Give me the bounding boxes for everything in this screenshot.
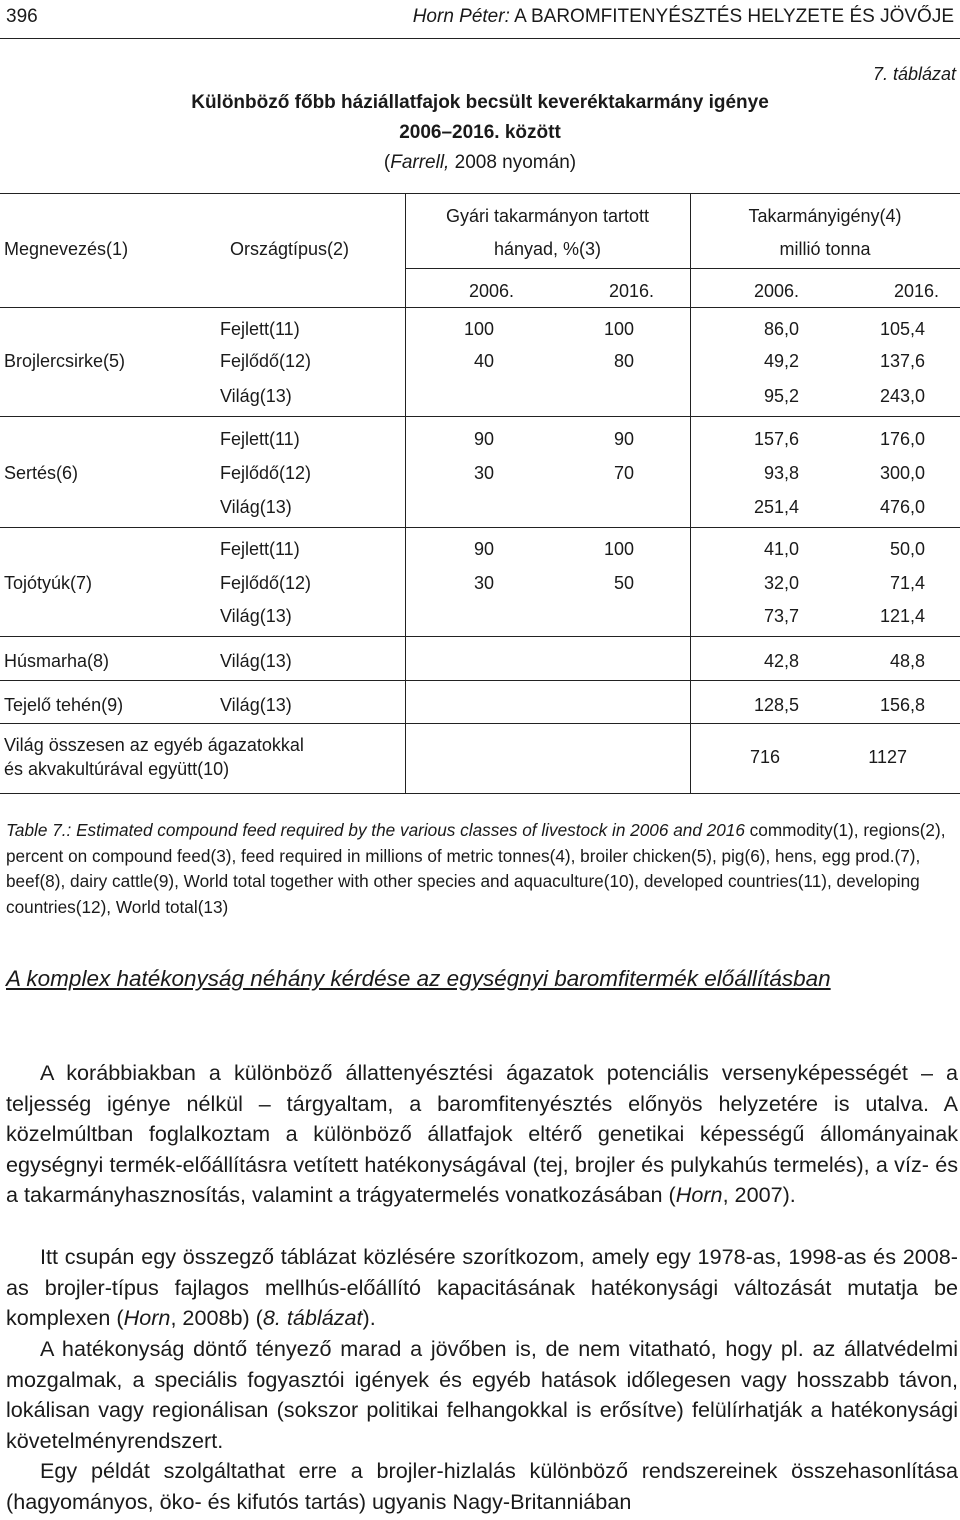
percent-cell: 30 — [473, 463, 494, 483]
paragraph-text: Itt csupán egy összegző táblázat közlésére szorítkozom, amely egy 1978-as, 1998-as és 2008-as brojler-típus fajlagos mellhús-előállító kapacitásának hatékonysági változását mutatja be komplexen ( — [6, 1244, 958, 1331]
paragraph: Egy példát szolgáltathat erre a brojler-hizlalás különböző rendszereinek összehasonlítása (hagyományos, öko- és kifutós tartás) ugyanis Nagy-Britanniában — [6, 1458, 958, 1514]
table-row-rule — [0, 723, 960, 724]
total-row-label-line1: Világ összesen az egyéb ágazatokkal — [4, 735, 304, 755]
feed-cell: 41,0 — [763, 539, 799, 559]
region-cell: Világ(13) — [220, 695, 292, 715]
group-name: Tejelő tehén(9) — [4, 695, 124, 715]
group-name: Brojlercsirke(5) — [4, 351, 126, 371]
percent-cell: 100 — [463, 319, 494, 339]
percent-cell: 100 — [603, 319, 634, 339]
paragraph-citation: Horn — [675, 1182, 723, 1208]
total-row-label-line2: és akvakultúrával együtt(10) — [4, 759, 230, 779]
group-name: Húsmarha(8) — [4, 651, 110, 671]
percent-cell: 90 — [473, 429, 494, 449]
percent-cell: 40 — [473, 351, 494, 371]
year-header: 2016. — [608, 281, 654, 301]
percent-cell: 100 — [603, 539, 634, 559]
feed-cell: 86,0 — [763, 319, 799, 339]
percent-cell: 90 — [613, 429, 634, 449]
feed-cell: 121,4 — [879, 606, 925, 626]
region-cell: Fejlett(11) — [220, 319, 300, 339]
paragraph-text: , 2007). — [722, 1182, 796, 1208]
column-header-percent-line1: Gyári takarmányon tartott — [445, 206, 650, 226]
region-cell: Fejlett(11) — [220, 539, 300, 559]
region-cell: Fejlett(11) — [220, 429, 300, 449]
feed-cell: 48,8 — [889, 651, 925, 671]
table-caption-source — [0, 152, 960, 174]
feed-cell: 176,0 — [879, 429, 925, 449]
table-group-rule — [0, 636, 960, 637]
paragraph: A hatékonyság döntő tényező marad a jövőben is, de nem vitatható, hogy pl. az állatvédelmi mozgalmak, a speciális fogyasztói igények és egyéb hatások időlegesen vagy hosszabb távon, lokálisan vagy regionálisan (sokszor politikai felhangokkal is erősítve) felülírhatják a hatékonysági követelményrendszert. — [6, 1336, 958, 1453]
percent-cell: 50 — [613, 573, 634, 593]
feed-cell: 156,8 — [879, 695, 925, 715]
caption-source-rest: 2008 nyomán) — [449, 152, 577, 173]
table-bottom-rule — [0, 793, 960, 794]
running-title-text: A BAROMFITENYÉSZTÉS HELYZETE ÉS JÖVŐJE — [509, 6, 954, 27]
feed-cell: 128,5 — [753, 695, 799, 715]
feed-cell: 243,0 — [879, 386, 925, 406]
table-year-rule — [405, 268, 960, 269]
column-header-percent-line2: hányad, %(3) — [493, 239, 602, 259]
group-name: Tojótyúk(7) — [4, 573, 93, 593]
column-header-feed-line2: millió tonna — [779, 239, 871, 259]
percent-cell: 70 — [613, 463, 634, 483]
region-cell: Fejlődő(12) — [220, 463, 312, 483]
percent-cell: 80 — [613, 351, 634, 371]
feed-cell: 157,6 — [753, 429, 799, 449]
table-column-divider — [690, 193, 691, 793]
running-title-author: Horn Péter: — [412, 6, 510, 27]
feed-cell: 32,0 — [763, 573, 799, 593]
percent-cell: 90 — [473, 539, 494, 559]
feed-cell: 137,6 — [879, 351, 925, 371]
english-caption-legend: commodity(1), regions(2), percent on compound feed(3), feed required in millions of metric tonnes(4), broiler chicken(5), pig(6), hens, egg prod.(7), beef(8), dairy cattle(9), World total together with other species and aquaculture(10), developed countries(11), developing countries(12), World total(13) — [6, 820, 946, 917]
table-group-rule — [0, 527, 960, 528]
region-cell: Világ(13) — [220, 651, 292, 671]
region-cell: Világ(13) — [220, 606, 292, 626]
caption-source-author: Farrell, — [390, 152, 450, 173]
column-header-feed-line1: Takarmányigény(4) — [748, 206, 902, 226]
year-header: 2006. — [468, 281, 514, 301]
english-caption-label: Table 7. — [6, 820, 67, 840]
feed-cell: 251,4 — [753, 497, 799, 517]
feed-cell: 49,2 — [763, 351, 799, 371]
running-header — [0, 0, 960, 39]
region-cell: Világ(13) — [220, 386, 292, 406]
paragraph-text: , 2008b) ( — [170, 1305, 263, 1331]
table-caption-line2: 2006–2016. között — [399, 122, 561, 143]
table-row-rule — [0, 680, 960, 681]
region-cell: Fejlődő(12) — [220, 573, 312, 593]
feed-cell: 300,0 — [879, 463, 925, 483]
group-name: Sertés(6) — [4, 463, 79, 483]
feed-cell: 105,4 — [879, 319, 925, 339]
table-top-rule — [0, 193, 960, 194]
paragraph — [6, 1058, 958, 1211]
year-header: 2016. — [893, 281, 939, 301]
paragraph-text: A korábbiakban a különböző állattenyésztési ágazatok potenciális versenyképességét – a teljesség igénye nélkül – tárgyaltam, a baromfitenyésztés előnyös helyzetére is utalva. A közelmúltban foglalkoztam a különböző állatfajok eltérő genetikai képességű állományainak egységnyi termék-előállításra vetített hatékonyságával (tej, brojler és pulykahús termelés), a víz- és a takarmányhasznosítás, valamint a trágyatermelés vonatkozásában ( — [6, 1060, 958, 1208]
percent-cell: 30 — [473, 573, 494, 593]
feed-cell: 42,8 — [763, 651, 799, 671]
total-feed-cell: 1127 — [868, 747, 907, 767]
feed-cell: 73,7 — [763, 606, 799, 626]
feed-cell: 50,0 — [889, 539, 925, 559]
caption-paren: ( — [383, 152, 391, 173]
page-number: 396 — [6, 6, 38, 27]
section-title: A komplex hatékonyság néhány kérdése az egységnyi baromfitermék előállításban — [6, 966, 831, 991]
year-header: 2006. — [753, 281, 799, 301]
paragraph-text: ). — [362, 1305, 376, 1331]
total-feed-cell: 716 — [749, 747, 780, 767]
english-caption-title: : Estimated compound feed required by the various classes of livestock in 2006 and 2016 — [66, 820, 745, 840]
table-caption-line1: Különböző főbb háziállatfajok becsült keveréktakarmány igénye — [191, 92, 769, 113]
column-header-commodity: Megnevezés(1) — [4, 239, 129, 259]
feed-cell: 95,2 — [763, 386, 799, 406]
english-caption — [6, 818, 958, 920]
running-title — [413, 6, 954, 28]
region-cell: Fejlődő(12) — [220, 351, 312, 371]
table-column-divider — [405, 193, 406, 793]
region-cell: Világ(13) — [220, 497, 292, 517]
paragraph-citation: Horn — [123, 1305, 171, 1331]
feed-cell: 71,4 — [889, 573, 925, 593]
table-group-rule — [0, 416, 960, 417]
table-header-rule — [0, 307, 960, 308]
paragraph — [6, 1242, 958, 1334]
feed-cell: 476,0 — [879, 497, 925, 517]
feed-cell: 93,8 — [763, 463, 799, 483]
column-header-region: Országtípus(2) — [230, 239, 350, 259]
table-label: 7. táblázat — [872, 64, 956, 84]
paragraph-table-ref: 8. táblázat — [262, 1305, 363, 1331]
